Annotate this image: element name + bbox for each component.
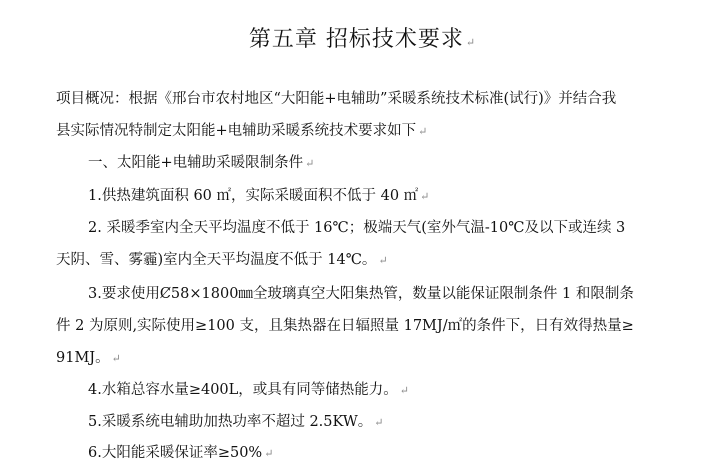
list-item-3-line-1 <box>88 284 634 304</box>
chapter-title-text: 第五章 招标技术要求 <box>248 27 464 52</box>
paragraph-mark-icon: ↵ <box>264 447 274 460</box>
list-item-text: 3.要求使用Ȼ58×1800㎜全玻璃真空大阳集热管，数量以能保证限制条件 1 和限制条 <box>88 286 634 302</box>
list-item-text: 4.水箱总容水量≥400L，或具有同等储热能力。 <box>88 382 398 398</box>
list-item-2-line-2 <box>56 250 388 271</box>
paragraph-overview-line-1 <box>56 89 616 109</box>
list-item-4 <box>88 380 409 401</box>
list-item-6 <box>88 443 273 464</box>
list-item-text: 1.供热建筑面积 60 ㎡，实际采暖面积不低于 40 ㎡ <box>88 188 419 204</box>
section-heading-text: 一、太阳能+电辅助采暖限制条件 <box>88 155 304 171</box>
list-item-3-line-3 <box>56 348 121 369</box>
list-item-3-line-2 <box>56 316 634 336</box>
paragraph-mark-icon: ↵ <box>465 36 477 49</box>
chapter-title <box>0 22 725 53</box>
paragraph-overview-line-2 <box>56 121 427 142</box>
paragraph-text: 县实际情况特制定太阳能+电辅助采暖系统技术要求如下 <box>56 123 417 139</box>
list-item-text: 6.大阳能采暖保证率≥50% <box>88 445 263 461</box>
list-item-1 <box>88 186 429 207</box>
paragraph-mark-icon: ↵ <box>374 416 384 429</box>
list-item-5 <box>88 412 383 433</box>
list-item-2-line-1 <box>88 218 625 238</box>
paragraph-mark-icon: ↵ <box>111 352 121 365</box>
list-item-text: 2. 采暖季室内全天平均温度不低于 16℃；极端天气(室外气温-10℃及以下或连续 3 <box>88 220 626 236</box>
paragraph-mark-icon: ↵ <box>378 254 388 267</box>
list-item-text: 件 2 为原则,实际使用≥100 支，且集热器在日辐照量 17MJ/㎡的条件下，日有效得热量≥ <box>56 318 634 334</box>
paragraph-mark-icon: ↵ <box>420 190 430 203</box>
list-item-text: 91MJ。 <box>56 350 110 366</box>
paragraph-mark-icon: ↵ <box>305 157 315 170</box>
list-item-text: 5.采暖系统电辅助加热功率不超过 2.5KW。 <box>88 414 373 430</box>
paragraph-mark-icon: ↵ <box>418 125 428 138</box>
list-item-text: 天阴、雪、雾霾)室内全天平均温度不低于 14℃。 <box>56 252 377 268</box>
section-heading <box>88 153 314 174</box>
paragraph-text: 项目概况：根据《邢台市农村地区“大阳能+电辅助”采暖系统技术标准(试行)》并结合我 <box>56 91 617 107</box>
paragraph-mark-icon: ↵ <box>399 384 410 397</box>
